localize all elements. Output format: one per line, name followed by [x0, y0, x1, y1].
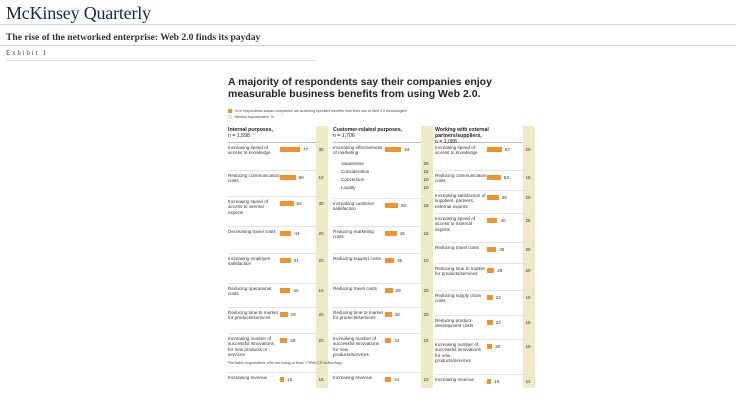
data-label: 24 — [394, 338, 400, 343]
median-band — [316, 126, 328, 388]
beige-swatch-icon — [228, 115, 232, 119]
data-label: 53 — [503, 175, 509, 180]
figure-title: A majority of respondents say their companies enjoy measurable business benefits from using Web 2.0. — [228, 76, 492, 100]
row-divider — [333, 198, 433, 199]
data-bar — [487, 379, 491, 384]
category-label: Increasing speed of access to external experts — [435, 216, 476, 232]
data-bar — [280, 377, 284, 382]
median-value: 20 — [525, 268, 531, 273]
data-label: 40 — [293, 288, 299, 293]
median-value: 15 — [525, 320, 531, 325]
median-value: 20 — [318, 338, 324, 343]
data-bar — [487, 147, 502, 152]
data-label: 22 — [495, 295, 501, 300]
category-label: Increasing number of successful innovations for new products/services — [435, 342, 481, 364]
data-label: 44 — [294, 231, 300, 236]
panel-title: Working with external partners/suppliers, — [435, 127, 489, 140]
median-value: 20 — [318, 258, 324, 263]
row-divider — [435, 290, 535, 291]
data-label: 45 — [399, 231, 405, 236]
median-value: 20 — [525, 147, 531, 152]
row-divider — [435, 263, 535, 264]
data-bar — [487, 268, 494, 273]
category-label: Decreasing travel costs — [228, 229, 276, 234]
median-value: 10 — [525, 295, 531, 300]
category-label: Increasing revenue — [333, 375, 373, 380]
data-bar — [487, 195, 499, 200]
row-divider — [435, 213, 535, 214]
data-label: 45 — [501, 195, 507, 200]
category-label: Increasing satisfaction of suppliers, partners, external experts — [435, 193, 486, 209]
data-bar — [385, 258, 394, 263]
data-label: 36 — [499, 247, 505, 252]
median-value: 20 — [423, 312, 429, 317]
chart-panel-2 — [333, 127, 433, 382]
row-divider — [435, 374, 535, 375]
data-bar — [385, 338, 391, 343]
footnote: ¹Includes respondents who are using at least 1 Web 2.0 technology. — [228, 360, 344, 365]
data-bar — [487, 295, 493, 300]
data-bar — [280, 312, 288, 317]
data-bar — [487, 344, 492, 349]
row-divider — [228, 170, 328, 171]
data-bar — [280, 147, 300, 152]
data-label: 26 — [394, 312, 400, 317]
chart-panel-3 — [435, 127, 535, 384]
median-value: 15 — [423, 231, 429, 236]
exhibit-divider — [6, 60, 316, 61]
category-label: Reducing communication costs — [435, 173, 487, 184]
header-divider — [0, 24, 736, 25]
panel-n: n = 1,706 — [333, 133, 355, 140]
median-value: 11 — [525, 379, 531, 384]
data-label: 29 — [290, 312, 296, 317]
row-divider — [333, 307, 433, 308]
category-label: Reducing travel costs — [435, 245, 479, 250]
exhibit-label: Exhibit 1 — [6, 49, 49, 57]
row-divider — [435, 190, 535, 191]
median-value: 15 — [525, 344, 531, 349]
chart-columns — [228, 127, 538, 387]
row-divider — [333, 372, 433, 373]
data-bar — [487, 218, 497, 223]
row-divider — [333, 283, 433, 284]
data-label: 41 — [293, 258, 299, 263]
data-label: 16 — [494, 379, 500, 384]
row-divider — [228, 253, 328, 254]
data-label: 40 — [500, 218, 506, 223]
legend — [228, 108, 538, 120]
panel-title: Customer-related purposes, — [333, 127, 403, 133]
category-label: Reducing product-development costs — [435, 318, 474, 329]
data-bar — [487, 247, 496, 252]
title-divider — [0, 45, 736, 46]
row-divider — [333, 333, 433, 334]
panel-title: Internal purposes, — [228, 127, 273, 133]
median-value: 10 — [423, 377, 429, 382]
row-divider — [435, 242, 535, 243]
category-label: Increasing speed of access to knowledge — [435, 145, 478, 156]
median-value: 10 — [318, 288, 324, 293]
median-value: 15 — [423, 338, 429, 343]
panel-header — [228, 127, 328, 143]
row-divider — [333, 226, 433, 227]
marketing-subcategory: Loyalty — [341, 185, 356, 190]
panel-header — [435, 127, 535, 146]
data-bar — [385, 147, 401, 152]
marketing-subcategory: Consideration — [341, 169, 370, 174]
panel-n: n = 1,598 — [228, 133, 250, 140]
median-value: 15 — [423, 169, 429, 174]
category-label: Increasing employee satisfaction — [228, 256, 271, 267]
row-divider — [228, 333, 328, 334]
data-label: 29 — [395, 288, 401, 293]
marketing-subcategory: Awareness — [341, 161, 364, 166]
median-value: 25 — [525, 218, 531, 223]
median-value: 20 — [318, 231, 324, 236]
data-label: 28 — [290, 338, 296, 343]
data-bar — [280, 288, 290, 293]
panel-n: n = 1,088 — [435, 139, 457, 146]
data-bar — [280, 338, 287, 343]
row-divider — [228, 283, 328, 284]
data-label: 28 — [497, 268, 503, 273]
category-label: Reducing support costs — [333, 256, 382, 261]
category-label: Increasing number of successful innovations for new products or services — [228, 336, 274, 358]
data-bar — [280, 201, 294, 206]
panel-header — [333, 127, 433, 143]
category-label: Reducing time to market for products/services — [435, 266, 485, 277]
category-label: Reducing marketing costs — [333, 229, 374, 240]
data-label: 57 — [504, 147, 510, 152]
median-value: 15 — [525, 175, 531, 180]
category-label: Increasing revenue — [228, 375, 268, 380]
marketing-subcategory: Conversion — [341, 177, 365, 182]
data-bar — [385, 203, 398, 208]
data-label: 77 — [303, 147, 309, 152]
row-divider — [228, 307, 328, 308]
data-label: 60 — [298, 175, 304, 180]
row-divider — [435, 315, 535, 316]
data-bar — [487, 320, 493, 325]
data-bar — [280, 258, 291, 263]
category-label: Increasing customer satisfaction — [333, 201, 375, 212]
median-value: 10 — [423, 185, 429, 190]
brand-logo[interactable]: McKinsey Quarterly — [6, 3, 151, 23]
data-bar — [385, 312, 392, 317]
median-value: 20 — [525, 247, 531, 252]
median-value: 10 — [423, 258, 429, 263]
row-divider — [435, 339, 535, 340]
data-label: 52 — [296, 201, 302, 206]
median-value: 10 — [423, 177, 429, 182]
legend-label-respondents: % of respondents whose companies are achieving specified benefits from their use of Web 2.0 technologies¹ — [235, 109, 408, 113]
category-label: Reducing travel costs — [333, 286, 377, 291]
article-title: The rise of the networked enterprise: Web 2.0 finds its payday — [6, 32, 261, 43]
median-value: 30 — [318, 201, 324, 206]
median-value: 18 — [423, 203, 429, 208]
data-label: 35 — [397, 258, 403, 263]
category-label: Reducing communication costs — [228, 173, 280, 184]
category-label: Reducing time to market for products/services — [333, 310, 383, 321]
row-divider — [228, 226, 328, 227]
data-label: 16 — [287, 377, 293, 382]
median-value: 20 — [525, 195, 531, 200]
row-divider — [228, 372, 328, 373]
data-bar — [385, 377, 391, 382]
row-divider — [228, 196, 328, 197]
data-label: 50 — [401, 203, 407, 208]
legend-item-median — [228, 114, 538, 120]
category-label: Reducing time to market for products/services — [228, 310, 278, 321]
category-label: Increasing effectiveness of marketing — [333, 145, 383, 156]
data-label: 24 — [394, 377, 400, 382]
median-value: 20 — [318, 312, 324, 317]
data-bar — [385, 231, 397, 236]
category-label: Reducing supply chain costs — [435, 293, 482, 304]
category-label: Increasing number of successful innovations for new products/services — [333, 336, 379, 358]
legend-label-median: Median improvement, % — [235, 115, 274, 119]
median-value: 30 — [318, 147, 324, 152]
data-bar — [280, 175, 296, 180]
category-label: Increasing speed of access to knowledge — [228, 145, 271, 156]
row-divider — [435, 170, 535, 171]
orange-swatch-icon — [228, 109, 232, 113]
data-label: 63 — [404, 147, 410, 152]
data-bar — [280, 231, 291, 236]
category-label: Increasing revenue — [435, 377, 475, 382]
median-value: 10 — [318, 175, 324, 180]
category-label: Reducing operational costs — [228, 286, 272, 297]
median-value: 20 — [423, 161, 429, 166]
data-label: 20 — [495, 344, 501, 349]
data-bar — [385, 288, 393, 293]
median-value: 20 — [423, 288, 429, 293]
data-label: 22 — [495, 320, 501, 325]
category-label: Increasing speed of access to internal experts — [228, 199, 269, 215]
data-bar — [487, 175, 501, 180]
median-value: 15 — [318, 377, 324, 382]
row-divider — [333, 253, 433, 254]
